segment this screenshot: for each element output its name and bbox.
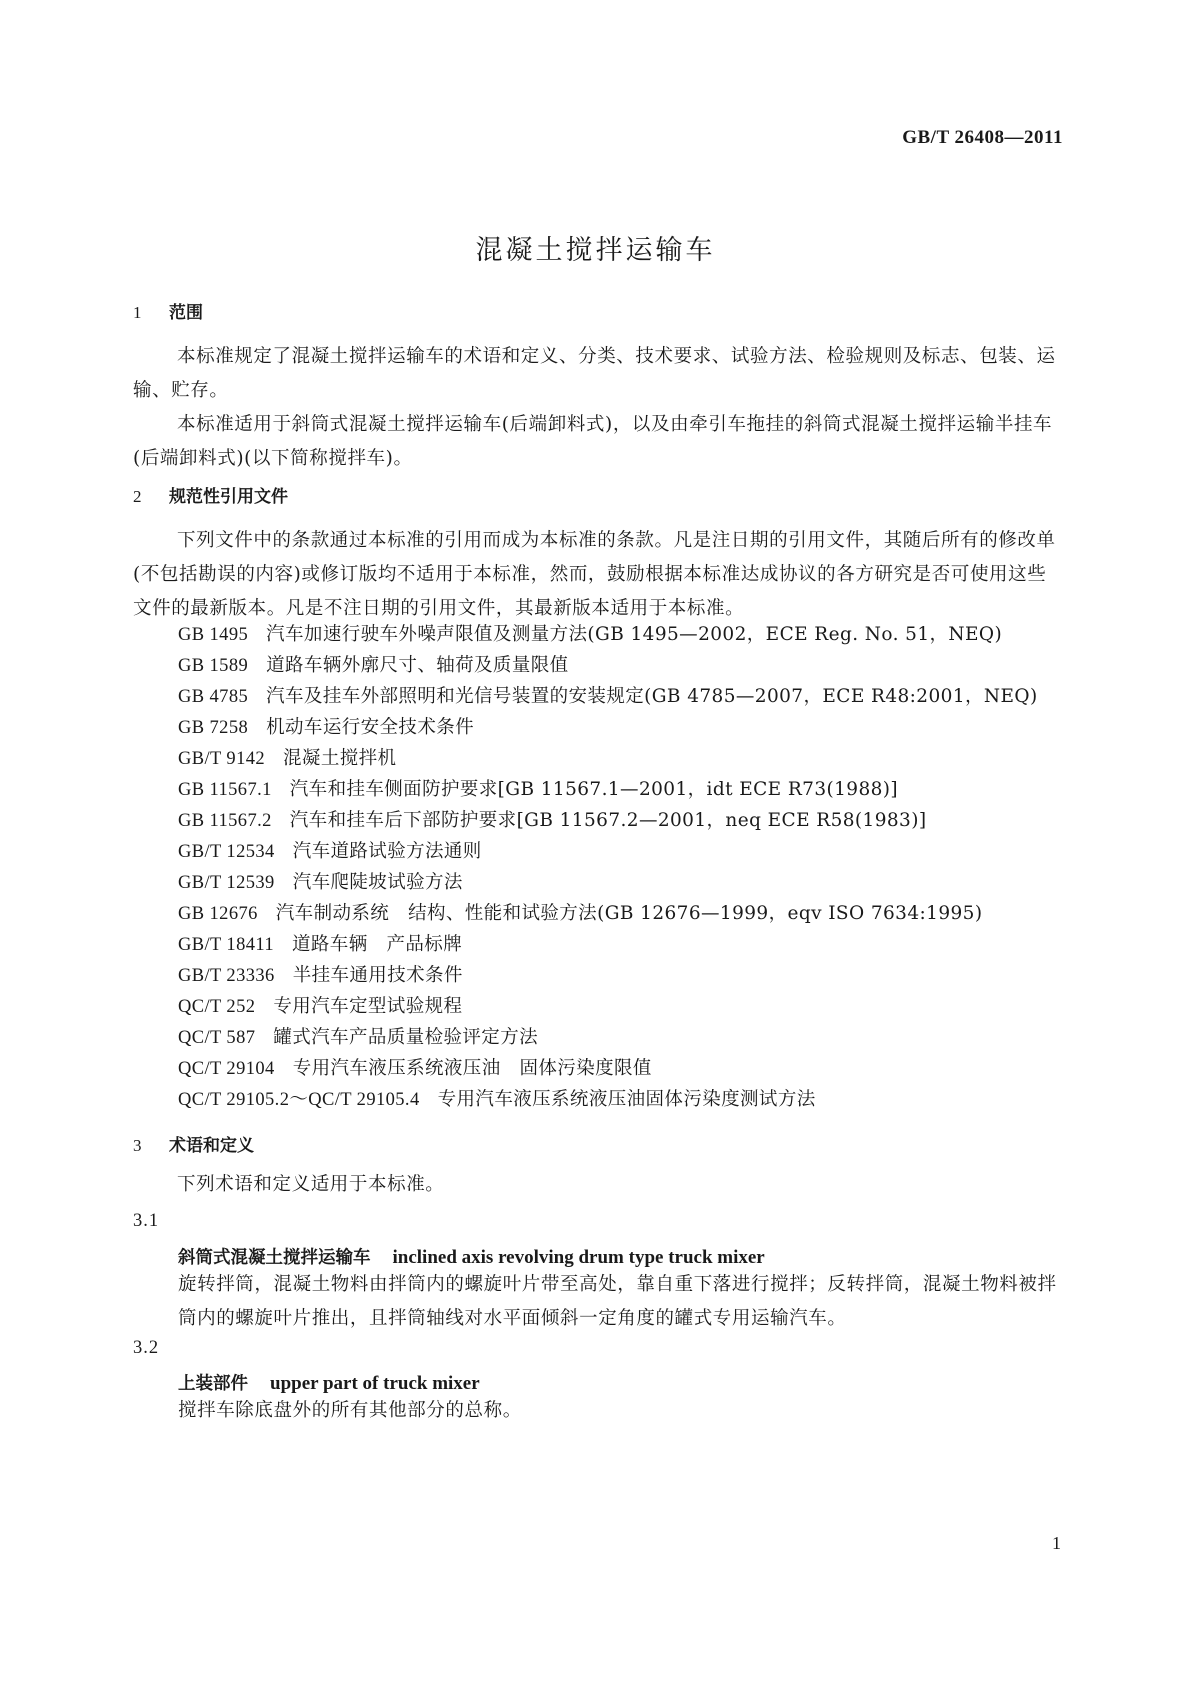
reference-title: 半挂车通用技术条件 xyxy=(292,965,463,986)
standard-number: GB/T 26408—2011 xyxy=(902,127,1063,148)
reference-item xyxy=(178,1085,816,1111)
reference-item xyxy=(178,744,396,770)
reference-title: 汽车及挂车外部照明和光信号装置的安装规定(GB 4785—2007，ECE R48:2001，NEQ) xyxy=(266,686,1038,707)
section-number: 1 xyxy=(133,303,142,322)
term-definition: 搅拌车除底盘外的所有其他部分的总称。 xyxy=(178,1400,522,1421)
reference-title: 专用汽车定型试验规程 xyxy=(273,996,463,1017)
reference-code: GB 7258 xyxy=(178,718,249,738)
reference-title: 道路车辆外廓尺寸、轴荷及质量限值 xyxy=(266,655,569,676)
reference-item xyxy=(178,837,482,863)
reference-item xyxy=(178,930,462,956)
reference-code: QC/T 29105.2～QC/T 29105.4 xyxy=(178,1090,420,1110)
reference-title: 汽车爬陡坡试验方法 xyxy=(292,872,463,893)
reference-code: GB 11567.2 xyxy=(178,811,272,831)
reference-title: 机动车运行安全技术条件 xyxy=(266,717,475,738)
reference-title: 专用汽车液压系统液压油 固体污染度限值 xyxy=(292,1058,652,1079)
reference-code: GB 4785 xyxy=(178,687,249,707)
reference-title: 汽车加速行驶车外噪声限值及测量方法(GB 1495—2002，ECE Reg. No. 51，NEQ) xyxy=(266,624,1003,645)
reference-code: QC/T 587 xyxy=(178,1028,256,1048)
reference-code: GB 1589 xyxy=(178,656,249,676)
clause-number: 3.2 xyxy=(133,1338,160,1358)
reference-item xyxy=(178,992,462,1018)
reference-title: 道路车辆 产品标牌 xyxy=(292,934,463,955)
reference-item xyxy=(178,713,474,739)
reference-title: 汽车和挂车侧面防护要求[GB 11567.1—2001，idt ECE R73(1988)] xyxy=(289,779,899,800)
reference-code: GB/T 23336 xyxy=(178,966,275,986)
section-number: 3 xyxy=(133,1136,142,1155)
reference-title: 罐式汽车产品质量检验评定方法 xyxy=(273,1027,538,1048)
term-english: upper part of truck mixer xyxy=(270,1373,480,1394)
term-heading xyxy=(178,1244,765,1269)
reference-code: QC/T 252 xyxy=(178,997,256,1017)
reference-title: 专用汽车液压系统液压油固体污染度测试方法 xyxy=(437,1089,816,1110)
reference-code: GB 11567.1 xyxy=(178,780,272,800)
reference-item xyxy=(178,620,1002,646)
reference-item xyxy=(178,961,463,987)
reference-item xyxy=(178,682,1038,708)
reference-item xyxy=(178,1054,652,1080)
reference-code: QC/T 29104 xyxy=(178,1059,275,1079)
reference-title: 汽车道路试验方法通则 xyxy=(292,841,482,862)
section-3-heading xyxy=(133,1131,254,1156)
reference-title: 混凝土搅拌机 xyxy=(283,748,397,769)
reference-code: GB/T 12539 xyxy=(178,873,275,893)
reference-code: GB/T 9142 xyxy=(178,749,266,769)
term-heading xyxy=(178,1370,480,1395)
reference-code: GB 12676 xyxy=(178,904,258,924)
reference-item xyxy=(178,899,982,925)
document-title: 混凝土搅拌运输车 xyxy=(475,235,716,266)
reference-item xyxy=(178,806,926,832)
reference-title: 汽车制动系统 结构、性能和试验方法(GB 12676—1999，eqv ISO 7634:1995) xyxy=(275,903,983,924)
reference-code: GB 1495 xyxy=(178,625,249,645)
reference-item xyxy=(178,868,463,894)
term-chinese: 斜筒式混凝土搅拌运输车 xyxy=(178,1248,371,1268)
terms-intro: 下列术语和定义适用于本标准。 xyxy=(177,1174,445,1195)
section-2-heading xyxy=(133,482,288,507)
term-definition: 旋转拌筒，混凝土物料由拌筒内的螺旋叶片带至高处，靠自重下落进行搅拌；反转拌筒，混凝土物料被拌筒内的螺旋叶片推出，且拌筒轴线对水平面倾斜一定角度的罐式专用运输汽车。 xyxy=(178,1274,1057,1329)
page-number: 1 xyxy=(1052,1533,1061,1553)
clause-number: 3.1 xyxy=(133,1211,160,1231)
reference-item xyxy=(178,651,569,677)
section-1-heading xyxy=(133,298,203,323)
term-english: inclined axis revolving drum type truck mixer xyxy=(392,1247,765,1268)
section-number: 2 xyxy=(133,487,142,506)
term-chinese: 上装部件 xyxy=(178,1374,248,1394)
reference-item xyxy=(178,1023,538,1049)
references-intro: 下列文件中的条款通过本标准的引用而成为本标准的条款。凡是注日期的引用文件，其随后所有的修改单(不包括勘误的内容)或修订版均不适用于本标准，然而，鼓励根据本标准达成协议的各方研究是否可使用这些文件的最新版本。凡是不注日期的引用文件，其最新版本适用于本标准。 xyxy=(133,530,1056,619)
reference-code: GB/T 18411 xyxy=(178,935,274,955)
reference-item xyxy=(178,775,898,801)
section-title: 术语和定义 xyxy=(169,1136,254,1156)
section-title: 范围 xyxy=(169,303,203,323)
reference-code: GB/T 12534 xyxy=(178,842,275,862)
scope-paragraph-2: 本标准适用于斜筒式混凝土搅拌运输车(后端卸料式)，以及由牵引车拖挂的斜筒式混凝土搅拌运输半挂车(后端卸料式)(以下简称搅拌车)。 xyxy=(133,414,1053,469)
scope-paragraph-1: 本标准规定了混凝土搅拌运输车的术语和定义、分类、技术要求、试验方法、检验规则及标志、包装、运输、贮存。 xyxy=(133,346,1056,401)
reference-title: 汽车和挂车后下部防护要求[GB 11567.2—2001，neq ECE R58(1983)] xyxy=(289,810,927,831)
section-title: 规范性引用文件 xyxy=(169,487,288,507)
